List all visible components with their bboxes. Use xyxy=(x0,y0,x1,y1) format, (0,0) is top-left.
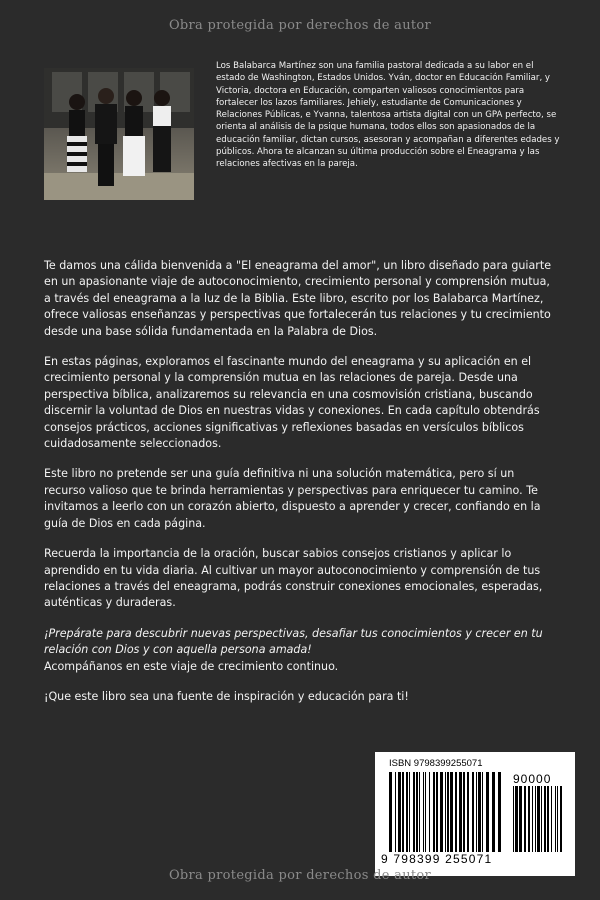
barcode-bar xyxy=(398,772,401,852)
barcode-bar xyxy=(541,786,542,852)
barcode-bar xyxy=(555,786,556,852)
barcode-bar xyxy=(425,772,426,852)
isbn-label: ISBN 9798399255071 xyxy=(389,758,483,769)
barcode-bar xyxy=(409,772,410,852)
barcode-bar xyxy=(406,772,408,852)
back-cover-description xyxy=(44,258,556,719)
barcode-bar xyxy=(429,772,430,852)
barcode-bar xyxy=(472,772,474,852)
intro-paragraph: Te damos una cálida bienvenida a "El eneagrama del amor", un libro diseñado para guiarte en un apasionante viaje de autoconocimiento, crecimiento personal y comprensión mutua, a través del eneagrama a la luz de la Biblia. Este libro, escrito por los Balabarca Martínez, ofrece valiosas enseñanzas y perspectivas que fortalecerán tus relaciones y tu crecimiento desde una base sólida fundamentada en la Palabra de Dios. xyxy=(44,259,552,338)
barcode-bar xyxy=(389,772,392,852)
isbn-barcode-box xyxy=(375,752,575,876)
barcode-bar xyxy=(433,772,435,852)
barcode-bar xyxy=(450,772,453,852)
barcode-bar xyxy=(492,772,495,852)
barcode-bar xyxy=(459,772,462,852)
barcode-bar xyxy=(482,772,483,852)
barcode-bar xyxy=(447,772,449,852)
barcode-bar xyxy=(528,786,530,852)
barcode-bar xyxy=(544,786,546,852)
barcode-bar xyxy=(455,772,457,852)
closing-line: Acompáñanos en este viaje de crecimiento continuo. xyxy=(44,659,339,673)
final-line: ¡Que este libro sea una fuente de inspiración y educación para ti! xyxy=(44,689,409,703)
barcode-bar xyxy=(463,772,465,852)
barcode-bar xyxy=(436,772,438,852)
purpose-paragraph: Este libro no pretende ser una guía definitiva ni una solución matemática, pero sí un recurso valioso que te brinda herramientas y perspectivas para enriquecer tu camino. Te invitamos a leerlo con un corazón abierto, dispuesto a aprender y crecer, confiando en la guía de Dios en cada página. xyxy=(44,467,541,530)
barcode-bar xyxy=(445,772,446,852)
barcode-bar xyxy=(478,772,481,852)
family-photo-illustration xyxy=(44,68,194,200)
barcode-bar xyxy=(440,772,443,852)
barcode-bar xyxy=(467,772,469,852)
barcode-bar xyxy=(402,772,404,852)
barcode-bar xyxy=(532,786,533,852)
barcode-bar xyxy=(513,786,514,852)
barcode-bar xyxy=(519,786,522,852)
barcode-bar xyxy=(551,786,552,852)
barcode-bar xyxy=(395,772,396,852)
content-paragraph: En estas páginas, exploramos el fascinante mundo del eneagrama y su aplicación en el crecimiento personal y la comprensión mutua en las relaciones de pareja. Desde una perspectiva bíblica, analizaremos su relevancia en una cosmovisión cristiana, buscando discernir la voluntad de Dios en nuestras vidas y conexiones. En cada capítulo obtendrás consejos prácticos, acciones significativas y reflexiones basadas en versículos bíblicos cuidadosamente seleccionados. xyxy=(44,355,540,451)
author-family-photo xyxy=(44,68,194,200)
copyright-watermark-bottom: Obra protegida por derechos de autor xyxy=(168,868,432,883)
barcode-bar xyxy=(535,786,536,852)
barcode-bar xyxy=(413,772,415,852)
barcode-bar xyxy=(416,772,418,852)
ean13-barcode xyxy=(389,772,505,852)
barcode-bar xyxy=(515,786,518,852)
closing-italic: ¡Prepárate para descubrir nuevas perspectivas, desafiar tus conocimientos y crecer en tu relación con Dios y con aquella persona amada! xyxy=(44,626,543,657)
reminder-paragraph: Recuerda la importancia de la oración, buscar sabios consejos cristianos y aplicar lo aprendido en tu vida diaria. Al cultivar un mayor autoconocimiento y comprensión de tus relaciones a través del eneagrama, podrás construir conexiones emocionales, esperadas, auténticas y duraderas. xyxy=(44,547,543,610)
barcode-digits: 9 798399 255071 xyxy=(381,852,493,866)
barcode-bar xyxy=(419,772,420,852)
barcode-bar xyxy=(476,772,477,852)
barcode-bar xyxy=(537,786,540,852)
barcode-bar xyxy=(557,786,558,852)
addon-barcode xyxy=(513,786,563,852)
copyright-watermark-top: Obra protegida por derechos de autor xyxy=(168,18,432,33)
barcode-bar xyxy=(547,786,549,852)
barcode-bar xyxy=(486,772,489,852)
barcode-bar xyxy=(498,772,501,852)
barcode-bar xyxy=(560,786,562,852)
author-bio: Los Balabarca Martínez son una familia pastoral dedicada a su labor en el estado de Washington, Estados Unidos. Yván, doctor en Educación Familiar, y Victoria, doctora en Educación, comparten valiosos conocimientos para fortalecer los lazos familiares. Jehiely, estudiante de Comunicaciones y Relaciones Públicas, e Yvanna, talentosa artista digital con un GPA perfecto, se orienta al análisis de la psique humana, todos ellos son apasionados de la educación familiar, dictan cursos, asesoran y acompañan a diferentes edades y públicos. Ahora te alcanzan su última producción sobre el Eneagrama y las relaciones afectivas en la pareja. xyxy=(216,61,560,170)
barcode-bar xyxy=(423,772,424,852)
barcode-bar xyxy=(524,786,526,852)
closing-paragraph xyxy=(44,626,556,675)
price-code: 90000 xyxy=(513,772,552,786)
